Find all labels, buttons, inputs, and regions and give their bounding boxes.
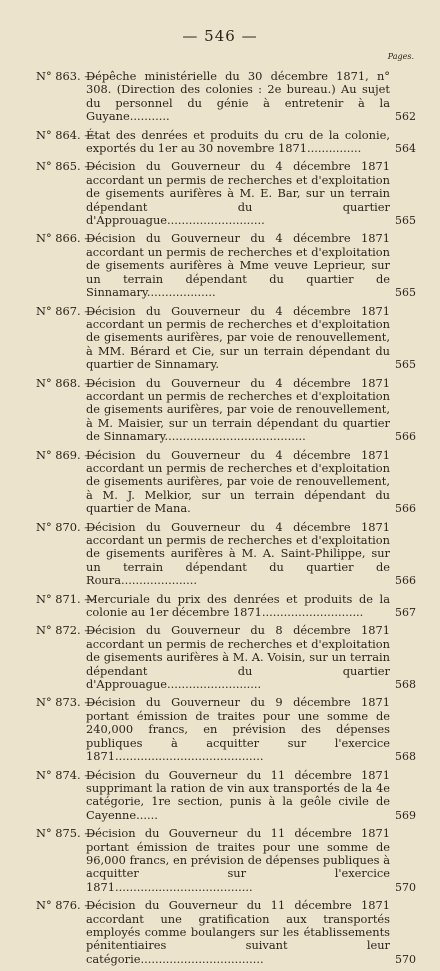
list-item	[36, 449, 416, 516]
list-item	[36, 377, 416, 444]
entry-text: Décision du Gouverneur du 4 décembre 1871 accordant un permis de recherches et d'exploitation de gisements aurifères à Mme veuve Leprieur, sur un terrain dépendant du quartier de Sinnamary...................	[86, 231, 390, 300]
list-item	[36, 827, 416, 894]
entry-page: 565	[395, 214, 416, 228]
entry-page: 565	[395, 286, 416, 300]
page-number: — 546 —	[182, 27, 258, 45]
entry-page: 569	[395, 808, 416, 822]
entry-number: N° 870. —	[36, 519, 96, 534]
list-item	[36, 769, 416, 823]
entry-text: Décision du Gouverneur du 9 décembre 1871 portant émission de traites pour une somme de 240,000 francs, en prévision des dépenses publiques à acquitter sur l'exercice 1871.........................................	[86, 695, 390, 764]
entry-text: Décision du Gouverneur du 11 décembre 1871 accordant une gratification aux transportés employés comme boulangers sur les établissements pénitentiaires suivant leur catégorie..................................	[86, 898, 390, 966]
entry-text: Décision du Gouverneur du 11 décembre 1871 supprimant la ration de vin aux transportés de la 4e catégorie, 1re section, punis à la geôle civile de Cayenne......	[86, 767, 390, 822]
list-item	[36, 160, 416, 227]
entry-page: 567	[395, 606, 416, 620]
entry-text: Décision du Gouverneur du 4 décembre 1871 accordant un permis de recherches et d'exploitation de gisements aurifères à M. E. Bar, sur un terrain dépendant du quartier d'Approuague...........................	[86, 159, 390, 228]
entry-page: 562	[395, 110, 416, 124]
entry-page: 566	[395, 430, 416, 444]
entry-number: N° 874. —	[36, 767, 96, 782]
list-item	[36, 305, 416, 372]
entry-number: N° 867. —	[36, 303, 96, 318]
pages-column-label: Pages.	[387, 52, 414, 61]
entry-page: 566	[395, 574, 416, 588]
entry-number: N° 876. —	[36, 898, 96, 913]
entry-text: Décision du Gouverneur du 4 décembre 1871 accordant un permis de recherches et d'exploitation de gisements aurifères, par voie de renouvellement, à M. J. Melkior, sur un terrain dépendant du quartier de Mana.	[86, 447, 390, 516]
entry-number: N° 873. —	[36, 695, 96, 710]
entry-number: N° 864. —	[36, 127, 96, 142]
entry-page: 568	[395, 750, 416, 764]
entry-number: N° 872. —	[36, 623, 96, 638]
entry-text: Décision du Gouverneur du 4 décembre 1871 accordant un permis de recherches et d'exploitation de gisements aurifères, par voie de renouvellement, à MM. Bérard et Cie, sur un terrain dépendant du quartier de Sinnamary.	[86, 303, 390, 372]
list-item	[36, 899, 416, 966]
entry-text: Décision du Gouverneur du 4 décembre 1871 accordant un permis de recherches et d'exploitation de gisements aurifères à M. A. Saint-Philippe, sur un terrain dépendant du quartier de Roura.....................	[86, 519, 390, 588]
entry-page: 570	[395, 880, 416, 894]
entry-page: 568	[395, 678, 416, 692]
entry-page: 566	[395, 502, 416, 516]
entry-number: N° 875. —	[36, 826, 96, 841]
entry-list	[36, 70, 416, 971]
list-item	[36, 129, 416, 156]
entry-text: Décision du Gouverneur du 8 décembre 1871 accordant un permis de recherches et d'exploitation de gisements aurifères à M. A. Voisin, sur un terrain dépendant du quartier d'Approuague..........................	[86, 623, 390, 692]
entry-number: N° 871. —	[36, 591, 96, 606]
entry-page: 570	[395, 952, 416, 966]
entry-number: N° 865. —	[36, 159, 96, 174]
entry-page: 564	[395, 142, 416, 156]
entry-number: N° 869. —	[36, 447, 96, 462]
entry-page: 565	[395, 358, 416, 372]
list-item	[36, 696, 416, 763]
list-item	[36, 521, 416, 588]
entry-text: Décision du Gouverneur du 11 décembre 1871 portant émission de traites pour une somme de 96,000 francs, en prévision de dépenses publiques à acquitter sur l'exercice 1871......................................	[86, 826, 390, 894]
entry-text: Mercuriale du prix des denrées et produits de la colonie au 1er décembre 1871............................	[86, 591, 390, 620]
entry-text: État des denrées et produits du cru de la colonie, exportés du 1er au 30 novembre 1871...............	[86, 127, 390, 156]
list-item	[36, 232, 416, 299]
entry-number: N° 868. —	[36, 375, 96, 390]
entry-text: Dépêche ministérielle du 30 décembre 1871, n° 308. (Direction des colonies : 2e bureau.) Au sujet du personnel du génie à entretenir à la Guyane...........	[86, 69, 390, 124]
list-item	[36, 593, 416, 620]
list-item	[36, 70, 416, 124]
list-item	[36, 624, 416, 691]
entry-text: Décision du Gouverneur du 4 décembre 1871 accordant un permis de recherches et d'exploitation de gisements aurifères, par voie de renouvellement, à M. Maisier, sur un terrain dépendant du quartier de Sinnamary.......................................	[86, 375, 390, 444]
entry-number: N° 866. —	[36, 231, 96, 246]
entry-number: N° 863. —	[36, 69, 96, 83]
